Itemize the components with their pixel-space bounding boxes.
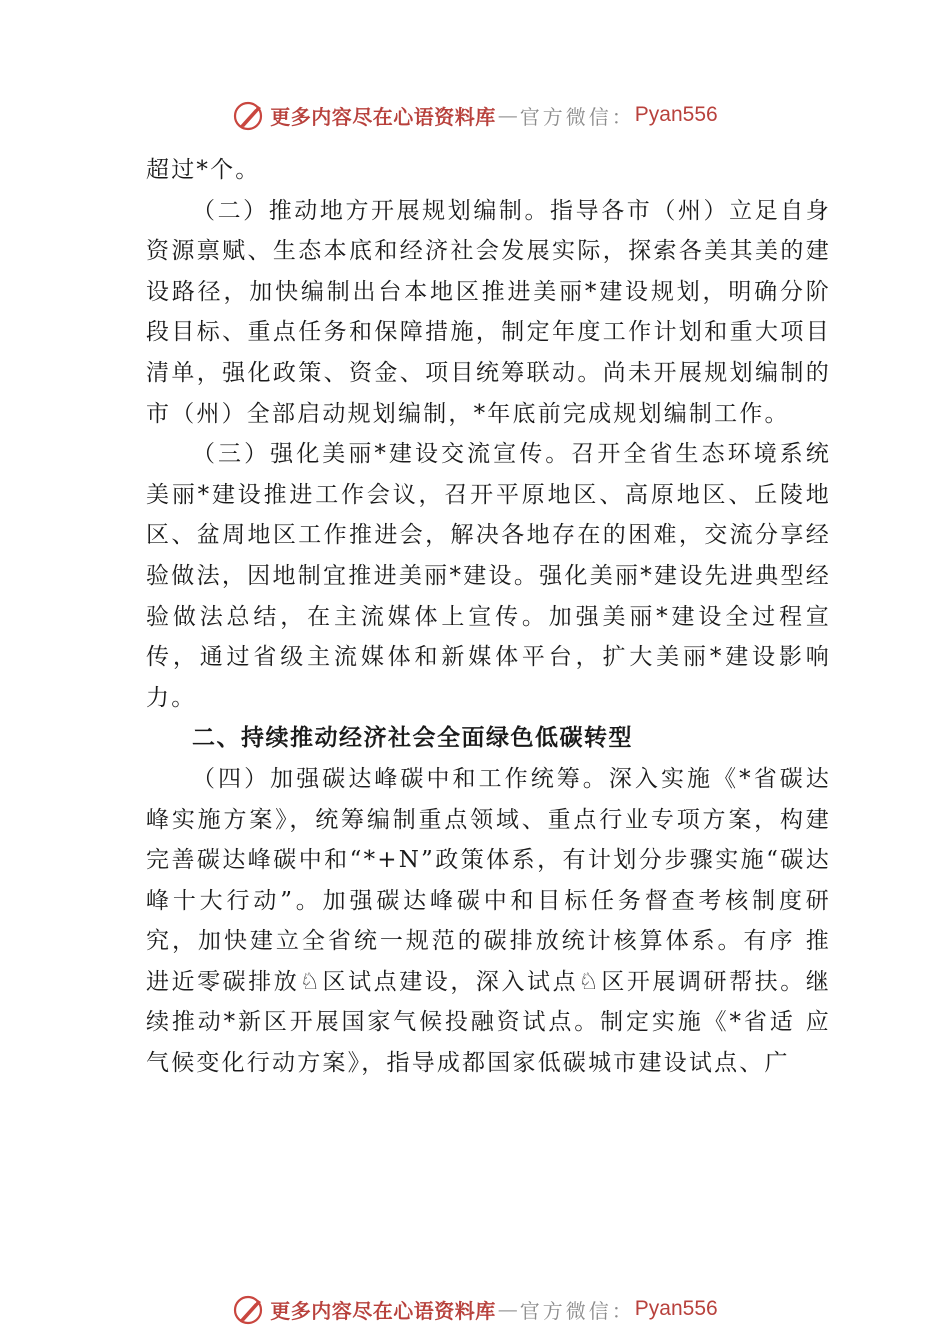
wechat-label: 官方微信： (519, 104, 635, 129)
paragraph-continuation: 超过*个。 (146, 157, 261, 183)
quill-logo-icon (232, 1292, 266, 1326)
document-body (146, 150, 831, 1084)
paragraph-planning: （二）推动地方开展规划编制。指导各市（州）立足自身资源禀赋、生态本底和经济社会发展实际，探索各美其美的建设路径，加快编制出台本地区推进美丽*建设规划，明确分阶段目标、重点任务和保障措施，制定年度工作计划和重大项目清单，强化政策、资金、项目统筹联动。尚未开展规划编制的市（州）全部启动规划编制，*年底前完成规划编制工作。 (146, 197, 831, 427)
header-watermark-banner (0, 95, 950, 135)
wechat-id: Pyan556 (634, 1297, 718, 1320)
wechat-id: Pyan556 (634, 103, 718, 126)
paragraph-carbon: （四）加强碳达峰碳中和工作统筹。深入实施《*省碳达峰实施方案》，统筹编制重点领域、重点行业专项方案，构建 完善碳达峰碳中和“*+N”政策体系，有计划分步骤实施“碳达峰十大行动”。加强碳达峰碳中和目标任务督查考核制度研究，加快建立全省统一规范的碳排放统计核算体系。有序 推进近零碳排放♘区试点建设，深入试点♘区开展调研帮扶。继续推动*新区开展国家气候投融资试点。制定实施《*省适 应气候变化行动方案》，指导成都国家低碳城市建设试点、广 (146, 765, 831, 1077)
separator-dash: — (497, 103, 518, 127)
brand-text: 更多内容尽在心语资料库 (270, 104, 496, 129)
quill-logo-icon (232, 98, 266, 132)
section-heading: 二、持续推动经济社会全面绿色低碳转型 (192, 725, 633, 752)
separator-dash: — (497, 1297, 518, 1321)
brand-text: 更多内容尽在心语资料库 (270, 1298, 496, 1323)
wechat-label: 官方微信： (519, 1298, 635, 1323)
footer-watermark-banner (0, 1289, 950, 1329)
paragraph-publicity: （三）强化美丽*建设交流宣传。召开全省生态环境系统美丽*建设推进工作会议，召开平原地区、高原地区、丘陵地区、盆周地区工作推进会，解决各地存在的困难，交流分享经验做法，因地制宜推进美丽*建设。强化美丽*建设先进典型经验做法总结，在主流媒体上宣传。加强美丽*建设全过程宣传，通过省级主流媒体和新媒体平台，扩大美丽*建设影响力。 (146, 441, 831, 711)
